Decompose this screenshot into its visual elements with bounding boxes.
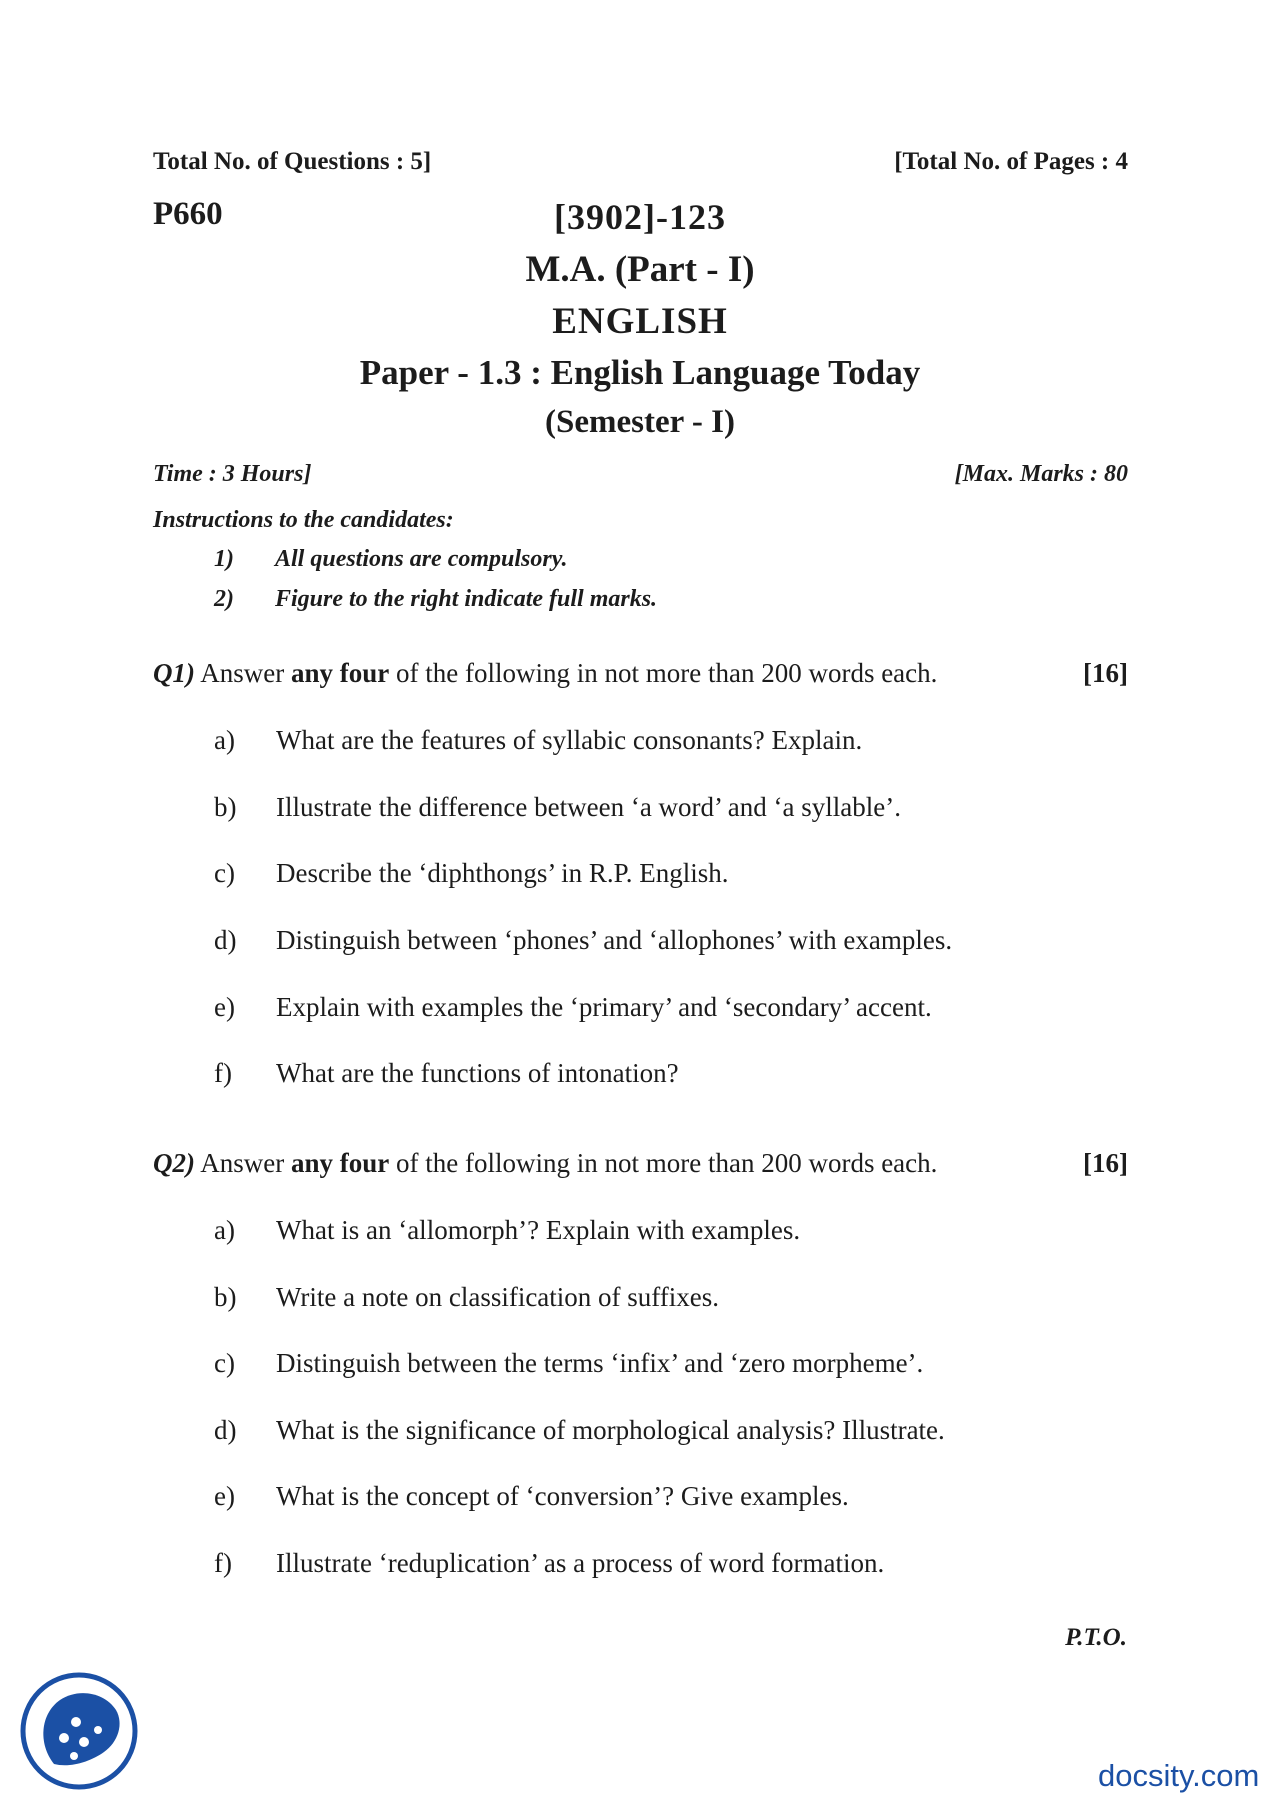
option [214,1548,1114,1580]
option [214,1282,1114,1314]
option-text: Describe the ‘diphthongs’ in R.P. English. [276,858,729,888]
option-label: d) [214,925,237,955]
paper-code: P660 [153,196,223,232]
instruction-text: Figure to the right indicate full marks. [275,586,658,612]
seat-code: [3902]-123 [554,197,726,237]
option-label: b) [214,792,237,822]
question-number: Q1) [153,658,195,688]
option [214,792,1114,824]
pto-label: P.T.O. [1065,1624,1127,1651]
option [214,992,1114,1024]
instructions-title: Instructions to the candidates: [153,507,454,533]
option [214,1481,1114,1513]
option-text: Write a note on classification of suffixes. [276,1282,720,1312]
option-label: c) [214,1348,235,1378]
subject-title: ENGLISH [552,301,728,342]
time-label: Time : 3 Hours] [153,461,312,487]
question-suffix: of the following in not more than 200 words each. [396,1148,938,1178]
option-text: Illustrate ‘reduplication’ as a process of word formation. [276,1548,885,1578]
question-1-heading [153,658,937,689]
option-label: f) [214,1058,232,1088]
total-pages: [Total No. of Pages : 4 [894,148,1128,175]
option [214,725,1114,757]
option-text: What is an ‘allomorph’? Explain with examples. [276,1215,801,1245]
docsity-brand-text[interactable]: docsity.com [1098,1758,1260,1793]
option [214,925,1114,957]
option-label: b) [214,1282,237,1312]
option-text: Distinguish between the terms ‘infix’ and ‘zero morpheme’. [276,1348,924,1378]
instruction-text: All questions are compulsory. [275,546,568,572]
instruction-num: 2) [214,586,234,612]
course-title: M.A. (Part - I) [525,249,755,290]
option-text: What are the functions of intonation? [276,1058,679,1088]
option [214,1058,1114,1090]
option-label: a) [214,725,235,755]
question-suffix: of the following in not more than 200 words each. [396,658,938,688]
option-label: f) [214,1548,232,1578]
option-text: What are the features of syllabic consonants? Explain. [276,725,863,755]
option-text: Illustrate the difference between ‘a word’ and ‘a syllable’. [276,792,901,822]
option-text: Distinguish between ‘phones’ and ‘allophones’ with examples. [276,925,953,955]
total-questions: Total No. of Questions : 5] [153,148,432,175]
paper-title: Paper - 1.3 : English Language Today [359,353,921,392]
docsity-logo-icon [20,1672,138,1790]
option [214,1348,1114,1380]
question-emphasis: any four [291,1148,390,1178]
instruction-num: 1) [214,546,234,572]
question-2-marks: [16] [1083,1148,1128,1178]
option-text: What is the significance of morphological analysis? Illustrate. [276,1415,945,1445]
max-marks-label: [Max. Marks : 80 [954,461,1128,487]
option-label: e) [214,992,235,1022]
question-prefix: Answer [200,1148,285,1178]
question-1-marks: [16] [1083,658,1128,688]
option-label: c) [214,858,235,888]
option [214,858,1114,890]
option [214,1415,1114,1447]
question-prefix: Answer [200,658,285,688]
option-label: e) [214,1481,235,1511]
question-emphasis: any four [291,658,390,688]
option-text: Explain with examples the ‘primary’ and ‘secondary’ accent. [276,992,932,1022]
option-label: a) [214,1215,235,1245]
question-number: Q2) [153,1148,195,1178]
question-2-heading [153,1148,937,1179]
option-text: What is the concept of ‘conversion’? Give examples. [276,1481,849,1511]
option-label: d) [214,1415,237,1445]
option [214,1215,1114,1247]
semester-title: (Semester - I) [545,404,735,440]
